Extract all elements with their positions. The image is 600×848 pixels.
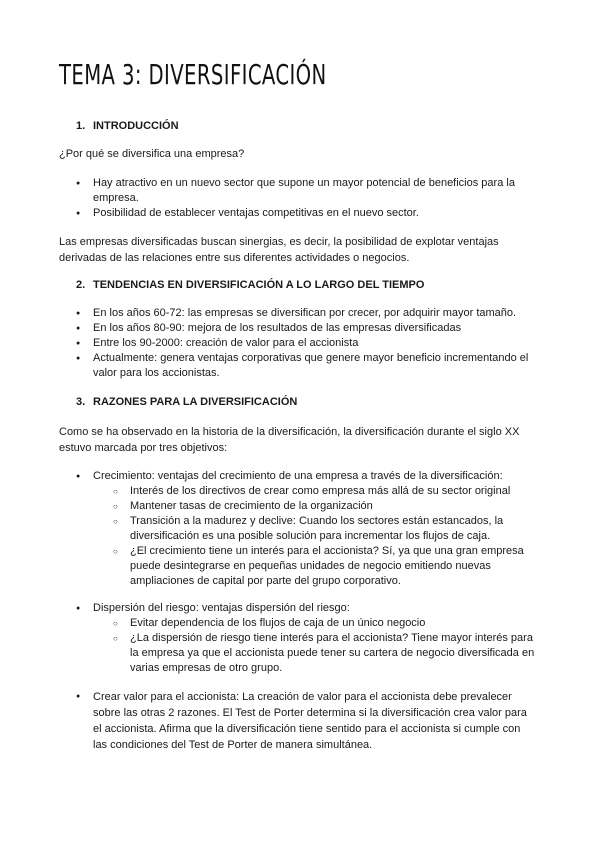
intro-paragraph: Las empresas diversificadas buscan sinergias, es decir, la posibilidad de explotar ventajas derivadas de las relaciones entre sus diferentes actividades o negocios.: [59, 236, 499, 264]
growth-sublist: [113, 484, 538, 589]
section-number: 2.: [76, 279, 86, 291]
list-item: ● Posibilidad de establecer ventajas competitivas en el nuevo sector.: [76, 206, 536, 221]
list-item: ● Crear valor para el accionista: La creación de valor para el accionista debe prevalecer sobre las otras 2 razones. El Test de Porter determina si la diversificación crea valor para el accionista. Afirma que la diversificación tiene sentido para el accionista si cumple con las condiciones del Test de Porter de manera simultánea.: [76, 689, 536, 753]
list-item: ○ Evitar dependencia de los flujos de caja de un único negocio: [113, 616, 538, 631]
intro-bullet-list: [76, 176, 536, 221]
section-number: 3.: [76, 396, 86, 408]
list-item: ● Hay atractivo en un nuevo sector que supone un mayor potencial de beneficios para la empresa.: [76, 176, 536, 206]
list-item: ● En los años 60-72: las empresas se diversifican por crecer, por adquirir mayor tamaño.: [76, 306, 536, 321]
section-heading-tendencias: [76, 279, 424, 291]
section-title: INTRODUCCIÓN: [93, 120, 179, 132]
risk-sublist: [113, 616, 538, 676]
section-title: RAZONES PARA LA DIVERSIFICACIÓN: [93, 396, 298, 408]
list-item: ○ ¿La dispersión de riesgo tiene interés para el accionista? Tiene mayor interés para la empresa ya que el accionista puede tener su cartera de negocio diversificada en varias empresas de otro grupo.: [113, 631, 538, 676]
list-item: ● Crecimiento: ventajas del crecimiento de una empresa a través de la diversificación:: [76, 469, 536, 484]
intro-question: ¿Por qué se diversifica una empresa?: [59, 148, 245, 160]
list-item: ● En los años 80-90: mejora de los resultados de las empresas diversificadas: [76, 321, 536, 336]
page-title: TEMA 3: DIVERSIFICACIÓN: [59, 58, 327, 91]
list-item: ○ Mantener tasas de crecimiento de la organización: [113, 499, 538, 514]
list-item: ○ ¿El crecimiento tiene un interés para el accionista? Sí, ya que una gran empresa puede desintegrarse en pequeñas unidades de negocio emitiendo nuevas ampliaciones de capital por parte del grupo corporativo.: [113, 544, 538, 589]
list-item: ○ Transición a la madurez y declive: Cuando los sectores están estancados, la diversificación es una posible solución para incrementar los flujos de caja.: [113, 514, 538, 544]
value-bullet: [76, 689, 536, 753]
list-item: ● Actualmente: genera ventajas corporativas que genere mayor beneficio incrementando el valor para los accionistas.: [76, 351, 536, 381]
growth-bullet: [76, 469, 536, 484]
reasons-paragraph: Como se ha observado en la historia de la diversificación, la diversificación durante el siglo XX estuvo marcada por tres objetivos:: [59, 426, 520, 454]
section-title: TENDENCIAS EN DIVERSIFICACIÓN A LO LARGO DEL TIEMPO: [93, 279, 425, 291]
section-number: 1.: [76, 120, 86, 132]
list-item: ● Dispersión del riesgo: ventajas dispersión del riesgo:: [76, 601, 536, 616]
list-item: ● Entre los 90-2000: creación de valor para el accionista: [76, 336, 536, 351]
section-heading-introduccion: [76, 120, 179, 132]
section-heading-razones: [76, 396, 297, 408]
list-item: ○ Interés de los directivos de crear como empresa más allá de su sector original: [113, 484, 538, 499]
risk-bullet: [76, 601, 536, 616]
trends-bullet-list: [76, 306, 536, 381]
